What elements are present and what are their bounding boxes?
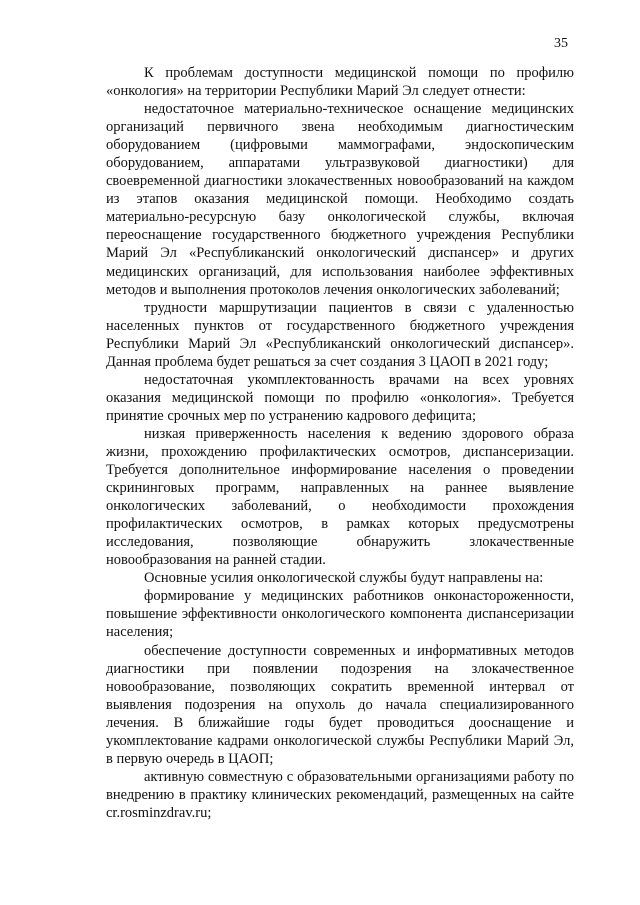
- paragraph: низкая приверженность населения к ведению здорового образа жизни, прохождению профилактических осмотров, диспансеризации. Требуется дополнительное информирование населения о проведении скрининговых программ, направленных на раннее выявление онкологических заболеваний, о необходимости прохождения профилактических осмотров, в рамках которых предусмотрены исследования, позволяющие обнаружить злокачественные новообразования на ранней стадии.: [106, 425, 574, 569]
- body-text: [106, 64, 574, 822]
- paragraph: недостаточная укомплектованность врачами на всех уровнях оказания медицинской помощи по профилю «онкология». Требуется принятие срочных мер по устранению кадрового дефицита;: [106, 371, 574, 424]
- paragraph: недостаточное материально-техническое оснащение медицинских организаций первичного звена необходимым диагностическим оборудованием (цифровыми маммографами, эндоскопическим оборудованием, аппаратами ультразвуковой диагностики) для своевременной диагностики злокачественных новообразований на каждом из этапов оказания медицинской помощи. Необходимо создать материально-ресурсную базу онкологической службы, включая переоснащение государственного бюджетного учреждения Республики Марий Эл «Республиканский онкологический диспансер» и других медицинских организаций, для использования наиболее эффективных методов и выполнения протоколов лечения онкологических заболеваний;: [106, 101, 574, 298]
- paragraph: обеспечение доступности современных и информативных методов диагностики при появлении подозрения на злокачественное новообразование, позволяющих сократить временной интервал от выявления подозрения на опухоль до начала специализированного лечения. В ближайшие годы будет проводиться дооснащение и укомплектование кадрами онкологической службы Республики Марий Эл, в первую очередь в ЦАОП;: [106, 642, 574, 767]
- paragraph: трудности маршрутизации пациентов в связи с удаленностью населенных пунктов от государственного бюджетного учреждения Республики Марий Эл «Республиканский онкологический диспансер». Данная проблема будет решаться за счет создания 3 ЦАОП в 2021 году;: [106, 299, 574, 370]
- paragraph: формирование у медицинских работников онконастороженности, повышение эффективности онкологического компонента диспансеризации населения;: [106, 588, 574, 641]
- paragraph: активную совместную с образовательными организациями работу по внедрению в практику клинических рекомендаций, размещенных на сайте cr.rosminzdrav.ru;: [106, 768, 574, 821]
- paragraph: К проблемам доступности медицинской помощи по профилю «онкология» на территории Республики Марий Эл следует отнести:: [106, 65, 574, 100]
- paragraph: Основные усилия онкологической службы будут направлены на:: [144, 570, 544, 587]
- page-number: 35: [554, 36, 568, 51]
